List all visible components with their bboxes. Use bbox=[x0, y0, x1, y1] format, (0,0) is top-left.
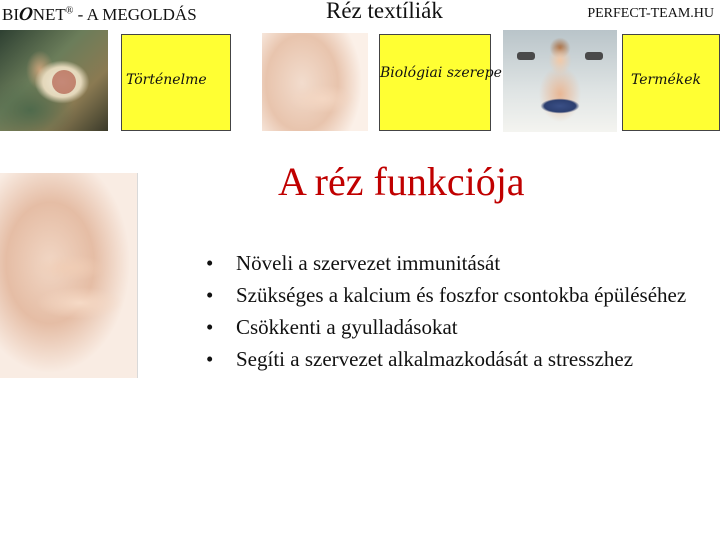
bullet-item bbox=[206, 247, 706, 279]
nav-button-biologia[interactable] bbox=[379, 34, 502, 131]
bullet-text: Segíti a szervezet alkalmazkodását a stresszhez bbox=[236, 347, 634, 371]
brand-logo bbox=[2, 4, 197, 26]
bullet-dot: • bbox=[206, 347, 214, 371]
fitness-woman-image bbox=[503, 30, 617, 132]
nav-button-tortenelme[interactable] bbox=[121, 34, 231, 131]
brand-logo-letter: O bbox=[17, 4, 35, 25]
brand-prefix: BI bbox=[2, 5, 19, 24]
bullet-dot: • bbox=[206, 251, 214, 275]
header-bar bbox=[0, 0, 720, 28]
bullet-text: Növeli a szervezet immunitását bbox=[236, 251, 501, 275]
brand-suffix: NET bbox=[32, 5, 66, 24]
bullet-item bbox=[206, 279, 706, 311]
page-title: Réz textíliák bbox=[326, 0, 443, 23]
brand-tagline: - A MEGOLDÁS bbox=[77, 5, 197, 24]
slide-title: A réz funkciója bbox=[278, 159, 525, 204]
fresco-detail bbox=[52, 70, 76, 94]
nav-label-termekek: Termékek bbox=[631, 72, 702, 88]
bullet-dot: • bbox=[206, 283, 214, 307]
bullet-list bbox=[206, 247, 706, 375]
bullet-dot: • bbox=[206, 315, 214, 339]
bullet-text: Szükséges a kalcium és foszfor csontokba épüléséhez bbox=[236, 283, 687, 307]
site-name: PERFECT-TEAM.HU bbox=[587, 6, 714, 21]
bullet-item bbox=[206, 311, 706, 343]
nav-label-biologia: Biológiai szerepe bbox=[380, 65, 502, 81]
fresco-image bbox=[0, 30, 108, 131]
nav-label-tortenelme: Történelme bbox=[126, 72, 207, 88]
dumbbell-left bbox=[517, 52, 535, 60]
hand-image bbox=[262, 33, 368, 131]
nav-button-termekek[interactable] bbox=[622, 34, 720, 131]
bullet-item bbox=[206, 343, 706, 375]
hand-on-back-image bbox=[0, 173, 138, 378]
dumbbell-right bbox=[585, 52, 603, 60]
bullet-text: Csökkenti a gyulladásokat bbox=[236, 315, 458, 339]
registered-mark: ® bbox=[65, 5, 74, 17]
